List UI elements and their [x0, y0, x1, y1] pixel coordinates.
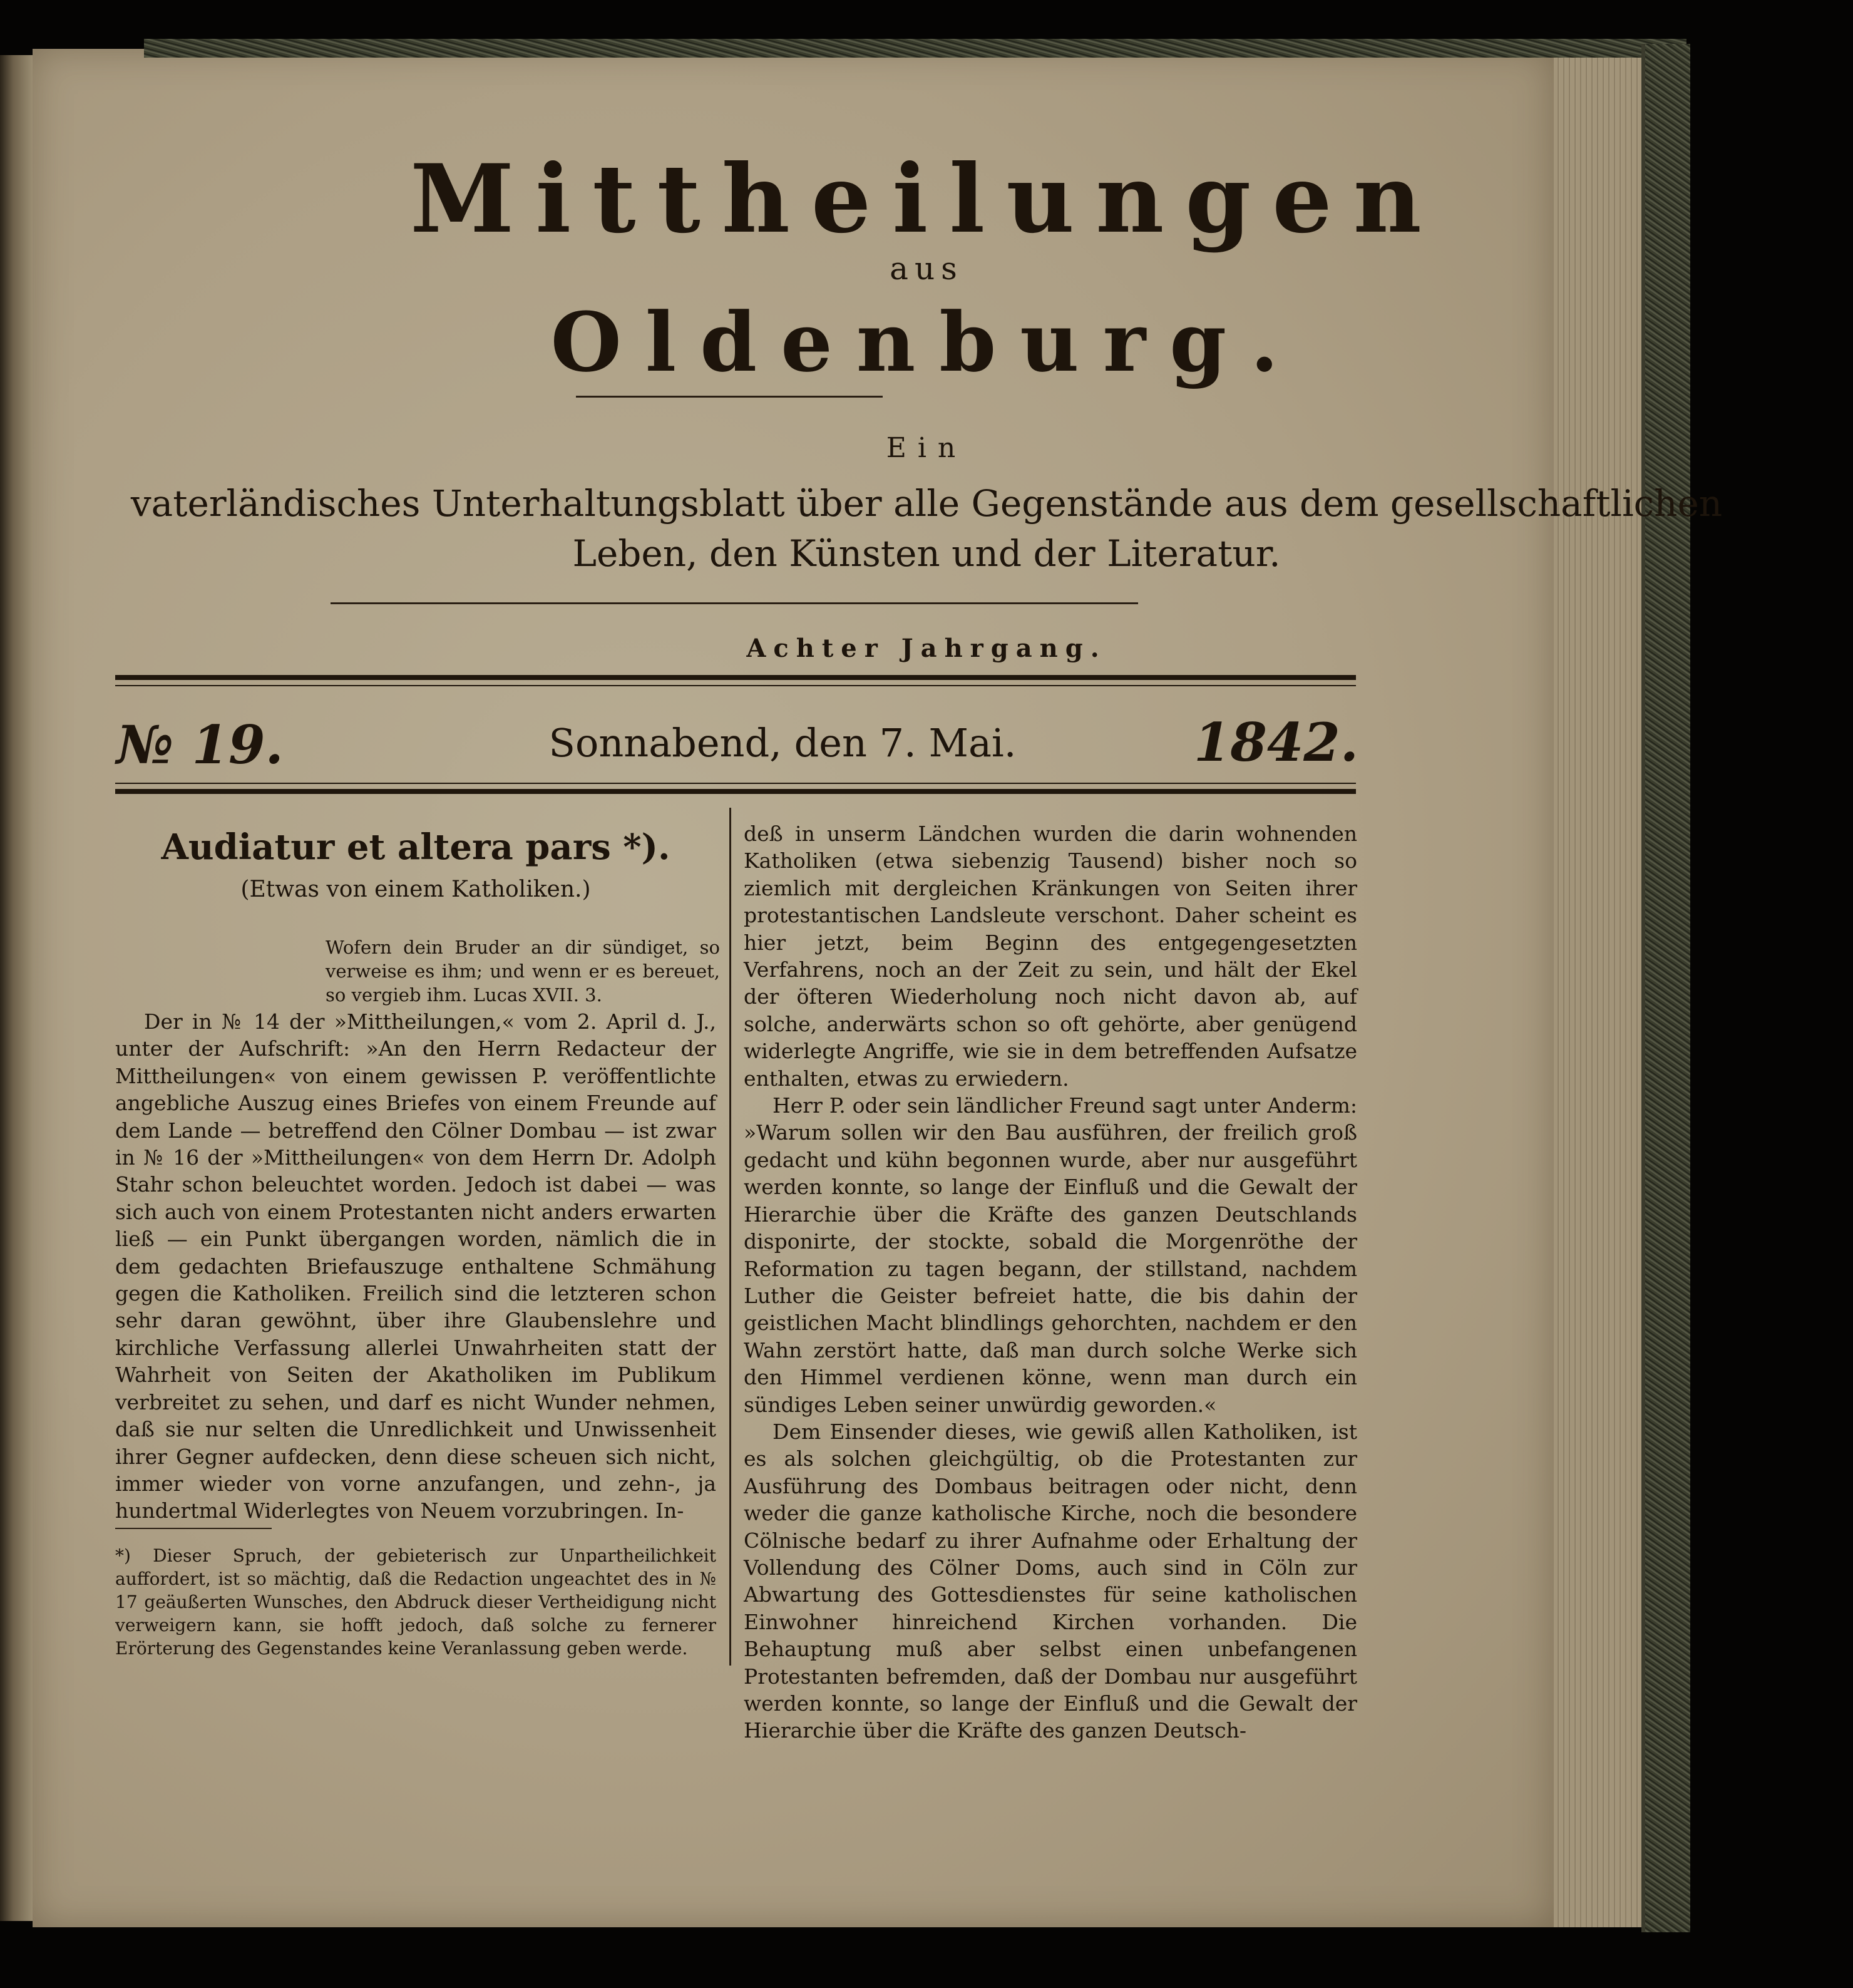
masthead-rule-long [331, 602, 1138, 604]
issue-number: № 19. [116, 714, 284, 776]
left-column-body [115, 1008, 716, 1525]
footnote: *) Dieser Spruch, der gebieterisch zur Unpartheilichkeit auffordert, ist so mächtig, daß die Redaction ungeachtet des in № 17 geäußerten Wunsches, den Abdruck dieser Vertheidigung nicht verweigern kann, sie hofft jedoch, daß solche zu fernerer Erörterung des Gegenstandes keine Veranlassung geben werde. [115, 1545, 716, 1659]
left-column-paragraph: Der in № 14 der »Mittheilungen,« vom 2. April d. J., unter der Aufschrift: »An den Herrn Redacteur der Mittheilungen« von einem gewissen P. veröffentlichte angebliche Auszug eines Briefes von einem Freunde auf dem Lande — betreffend den Cölner Dombau — ist zwar in № 16 der »Mittheilungen« von dem Herrn Dr. Adolph Stahr schon beleuchtet worden. Jedoch ist dabei — was sich auch von einem Protestanten nicht anders erwarten ließ — ein Punkt übergangen worden, nämlich die in dem gedachten Briefauszuge enthaltene Schmähung gegen die Katholiken. Freilich sind die letzteren schon sehr daran gewöhnt, über ihre Glaubenslehre und kirchliche Verfassung allerlei Unwahrheiten statt der Wahrheit von Seiten der Akatholiken im Publikum verbreitet zu sehen, und darf es nicht Wunder nehmen, daß sie nur selten die Unredlichkeit und Unwissenheit ihrer Gegner aufdecken, denn diese scheuen sich nicht, immer wieder von vorne anzufangen, und zehn-, ja hundertmal Widerlegtes von Neuem vorzubringen. In- [115, 1009, 716, 1523]
right-column-paragraph-1: deß in unserm Ländchen wurden die darin wohnenden Katholiken (etwa siebenzig Tausend) bisher noch so ziemlich mit dergleichen Kränkungen von Seiten ihrer protestantischen Landsleute verschont. Daher scheint es hier jetzt, beim Beginn des entgegengesetzten Verfahrens, noch an der Zeit zu sein, und hält der Ekel der öfteren Wiederholung noch nicht davon ab, auf solche, anderwärts schon so oft gehörte, aber genügend widerlegte Angriffe, wie sie in dem betreffenden Aufsatze enthalten, etwas zu erwiedern. [744, 821, 1357, 1091]
column-divider [729, 808, 731, 1666]
right-column-paragraph-3: Dem Einsender dieses, wie gewiß allen Katholiken, ist es als solchen gleichgültig, ob die Protestanten zur Ausführung des Dombaus beitragen oder nicht, denn weder die ganze katholische Kirche, noch die besondere Cölnische bedarf zu ihrer Aufnahme oder Erhaltung der Vollendung des Cölner Doms, auch sind in Cöln zur Abwartung des Gottesdienstes für seine katholischen Einwohner hinreichend Kirchen vorhanden. Die Behauptung muß aber selbst einen unbefangenen Protestanten befremden, daß der Dombau nur ausgeführt werden konnte, so lange der Einfluß und die Gewalt der Hierarchie über die Kräfte des ganzen Deutsch- [744, 1419, 1357, 1743]
issue-year: 1842. [1193, 711, 1358, 773]
article-epigraph: Wofern dein Bruder an dir sündiget, so verweise es ihm; und wenn er es bereuet, so vergieb ihm. Lucas XVII. 3. [326, 937, 720, 1006]
masthead-subtitle-line-1: vaterländisches Unterhaltungsblatt über alle Gegenstände aus dem gesellschaftlichen [130, 482, 1723, 525]
masthead-title: Mittheilungen [410, 144, 1443, 254]
article-title: Audiatur et altera pars *). [161, 827, 670, 868]
footnote-rule [115, 1528, 272, 1529]
masthead-subtitle-line-2: Leben, den Künsten und der Literatur. [572, 532, 1281, 575]
marbled-cover-top [144, 39, 1686, 58]
issue-date: Sonnabend, den 7. Mai. [548, 720, 1017, 766]
right-column-paragraph-2: Herr P. oder sein ländlicher Freund sagt unter Anderm: »Warum sollen wir den Bau ausführen, der freilich groß gedacht und kühn begonnen wurde, aber nur ausgeführt werden konnte, so lange der Einfluß und die Gewalt der Hierarchie über die Kräfte des ganzen Deutschlands disponirte, der stockte, sobald die Morgenröthe der Reformation zu tagen begann, der stillstand, nachdem Luther die Geister befreiet hatte, die bis dahin der geistlichen Macht blindlings gehorchten, nachdem er den Wahn zerstört hatte, daß man durch solche Werke sich den Himmel verdienen könne, wenn man durch ein sündiges Leben seiner unwürdig geworden.« [744, 1093, 1357, 1417]
masthead-place: Oldenburg. [550, 294, 1303, 390]
right-column-body [744, 820, 1357, 1744]
header-rule-top-thick [115, 675, 1356, 680]
article-subtitle: (Etwas von einem Katholiken.) [240, 877, 591, 902]
header-rule-bottom-thick [115, 789, 1356, 794]
masthead-ein: Ein [886, 432, 967, 464]
header-rule-top-thin [115, 685, 1356, 686]
masthead-aus: aus [890, 250, 963, 287]
masthead-rule [576, 396, 883, 398]
volume-label: Achter Jahrgang. [746, 634, 1107, 663]
header-rule-bottom-thin [115, 783, 1356, 784]
